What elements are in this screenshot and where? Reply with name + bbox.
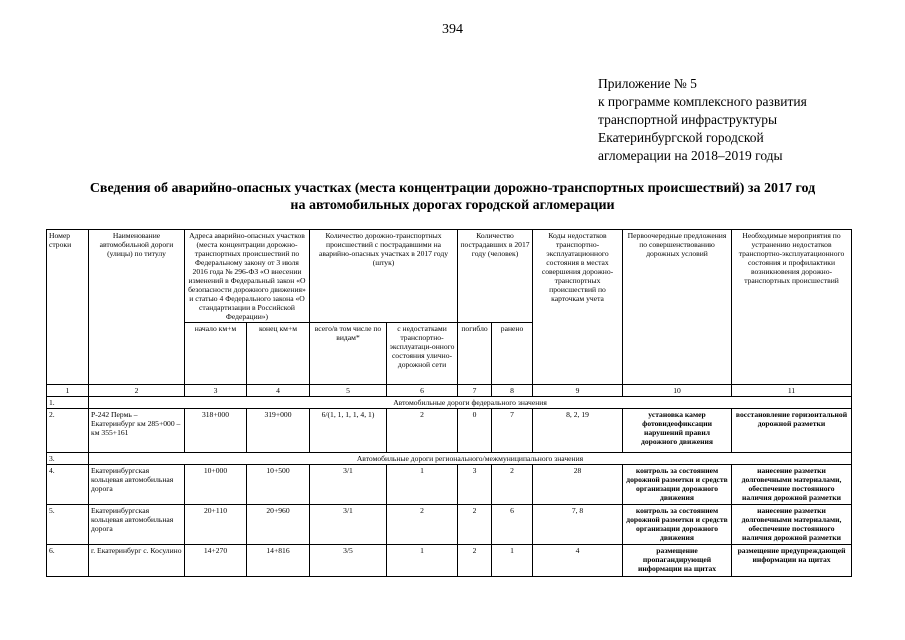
row-number: 4. xyxy=(47,465,89,505)
page-number: 394 xyxy=(442,22,463,37)
header-measures: Необходимые мероприятия по устранению недостатков транспортно-эксплуатационного состояния и профилактики возникновения дорожно-транспортных происшествий xyxy=(732,230,852,385)
injured: 2 xyxy=(492,465,533,505)
accidents-with-defects: 1 xyxy=(387,465,458,505)
table-row xyxy=(47,465,852,505)
column-number: 5 xyxy=(310,385,387,397)
header-addresses: Адреса аварийно-опасных участков (места концентрации дорожно-транспортных происшествий по Федеральному закону от 3 июля 2016 года № 296-ФЗ «О внесении изменений в Федеральный закон «О безопасности дорожного движения» и статью 4 Федерального закона «О стандартизации в Российской Федерации») xyxy=(185,230,310,323)
table-row xyxy=(47,545,852,577)
column-number: 8 xyxy=(492,385,533,397)
column-number: 10 xyxy=(623,385,732,397)
appendix-header xyxy=(598,75,807,165)
proposals: размещение пропагандирующей информации на щитах xyxy=(623,545,732,577)
column-number: 7 xyxy=(458,385,492,397)
killed: 3 xyxy=(458,465,492,505)
injured: 1 xyxy=(492,545,533,577)
measures: размещение предупреждающей информации на щитах xyxy=(732,545,852,577)
title-line-2: на автомобильных дорогах городской агломерации xyxy=(290,198,615,213)
title-line-1: Сведения об аварийно-опасных участках (места концентрации дорожно-транспортных происшествий) за 2017 год xyxy=(89,181,816,196)
road-name: г. Екатеринбург с. Косулино xyxy=(89,545,185,577)
end-km: 20+960 xyxy=(247,505,310,545)
proposals: контроль за состоянием дорожной разметки и средств организации дорожного движения xyxy=(623,505,732,545)
killed: 2 xyxy=(458,505,492,545)
subheader-injured: ранено xyxy=(492,323,533,385)
table-row xyxy=(47,505,852,545)
defect-codes: 4 xyxy=(533,545,623,577)
injured: 6 xyxy=(492,505,533,545)
row-number: 2. xyxy=(47,409,89,453)
start-km: 318+000 xyxy=(185,409,247,453)
column-number: 3 xyxy=(185,385,247,397)
section-number: 1. xyxy=(47,397,89,409)
start-km: 14+270 xyxy=(185,545,247,577)
accidents-total: 3/1 xyxy=(310,465,387,505)
column-number: 2 xyxy=(89,385,185,397)
column-number: 9 xyxy=(533,385,623,397)
header-defect-codes: Коды недостатков транспортно-эксплуатационного состояния в местах совершения дорожно-транспортных происшествий по карточкам учета xyxy=(533,230,623,385)
accidents-total: 3/1 xyxy=(310,505,387,545)
accidents-with-defects: 1 xyxy=(387,545,458,577)
defect-codes: 8, 2, 19 xyxy=(533,409,623,453)
accidents-with-defects: 2 xyxy=(387,505,458,545)
subheader-total: всего/в том числе по видам* xyxy=(310,323,387,385)
section-title: Автомобильные дороги регионального/межмуниципального значения xyxy=(89,453,852,465)
start-km: 20+110 xyxy=(185,505,247,545)
proposals: установка камер фотовидеофиксации нарушений правил дорожного движения xyxy=(623,409,732,453)
end-km: 14+816 xyxy=(247,545,310,577)
document-title xyxy=(0,180,905,214)
section-title: Автомобильные дороги федерального значения xyxy=(89,397,852,409)
section-row-regional xyxy=(47,453,852,465)
subheader-killed: погибло xyxy=(458,323,492,385)
killed: 2 xyxy=(458,545,492,577)
defect-codes: 7, 8 xyxy=(533,505,623,545)
header-road-name: Наименование автомобильной дороги (улицы) по титулу xyxy=(89,230,185,385)
column-number-row xyxy=(47,385,852,397)
road-name: Екатеринбургская кольцевая автомобильная дорога xyxy=(89,505,185,545)
column-number: 11 xyxy=(732,385,852,397)
injured: 7 xyxy=(492,409,533,453)
appendix-line: агломерации на 2018–2019 годы xyxy=(598,148,783,163)
start-km: 10+000 xyxy=(185,465,247,505)
column-number: 1 xyxy=(47,385,89,397)
header-row xyxy=(47,230,852,323)
row-number: 5. xyxy=(47,505,89,545)
table-row xyxy=(47,409,852,453)
section-number: 3. xyxy=(47,453,89,465)
subheader-end: конец км+м xyxy=(247,323,310,385)
subheader-start: начало км+м xyxy=(185,323,247,385)
header-proposals: Первоочередные предложения по совершенствованию дорожных условий xyxy=(623,230,732,385)
column-number: 6 xyxy=(387,385,458,397)
accidents-total: 3/5 xyxy=(310,545,387,577)
header-accident-count: Количество дорожно-транспортных происшествий с пострадавшими на аварийно-опасных участках в 2017 году (штук) xyxy=(310,230,458,323)
header-victims-count: Количество пострадавших в 2017 году (человек) xyxy=(458,230,533,323)
measures: нанесение разметки долговечными материалами, обеспечение постоянного наличия дорожной разметки xyxy=(732,465,852,505)
accidents-with-defects: 2 xyxy=(387,409,458,453)
killed: 0 xyxy=(458,409,492,453)
appendix-line: к программе комплексного развития xyxy=(598,94,807,109)
column-number: 4 xyxy=(247,385,310,397)
row-number: 6. xyxy=(47,545,89,577)
appendix-line: транспортной инфраструктуры xyxy=(598,112,778,127)
appendix-line: Приложение № 5 xyxy=(598,76,697,91)
defect-codes: 28 xyxy=(533,465,623,505)
accident-sites-table xyxy=(46,229,852,577)
subheader-defects: с недостатками транспортно-эксплуатаци-онного состояния улично-дорожной сети xyxy=(387,323,458,385)
proposals: контроль за состоянием дорожной разметки и средств организации дорожного движения xyxy=(623,465,732,505)
measures: восстановление горизонтальной дорожной разметки xyxy=(732,409,852,453)
end-km: 319+000 xyxy=(247,409,310,453)
end-km: 10+500 xyxy=(247,465,310,505)
road-name: Екатеринбургская кольцевая автомобильная дорога xyxy=(89,465,185,505)
measures: нанесение разметки долговечными материалами, обеспечение постоянного наличия дорожной разметки xyxy=(732,505,852,545)
accidents-total: 6/(1, 1, 1, 1, 4, 1) xyxy=(310,409,387,453)
section-row-federal xyxy=(47,397,852,409)
header-row-number: Номер строки xyxy=(47,230,89,385)
appendix-line: Екатеринбургской городской xyxy=(598,130,764,145)
road-name: Р-242 Пермь – Екатеринбург км 285+000 – км 355+161 xyxy=(89,409,185,453)
